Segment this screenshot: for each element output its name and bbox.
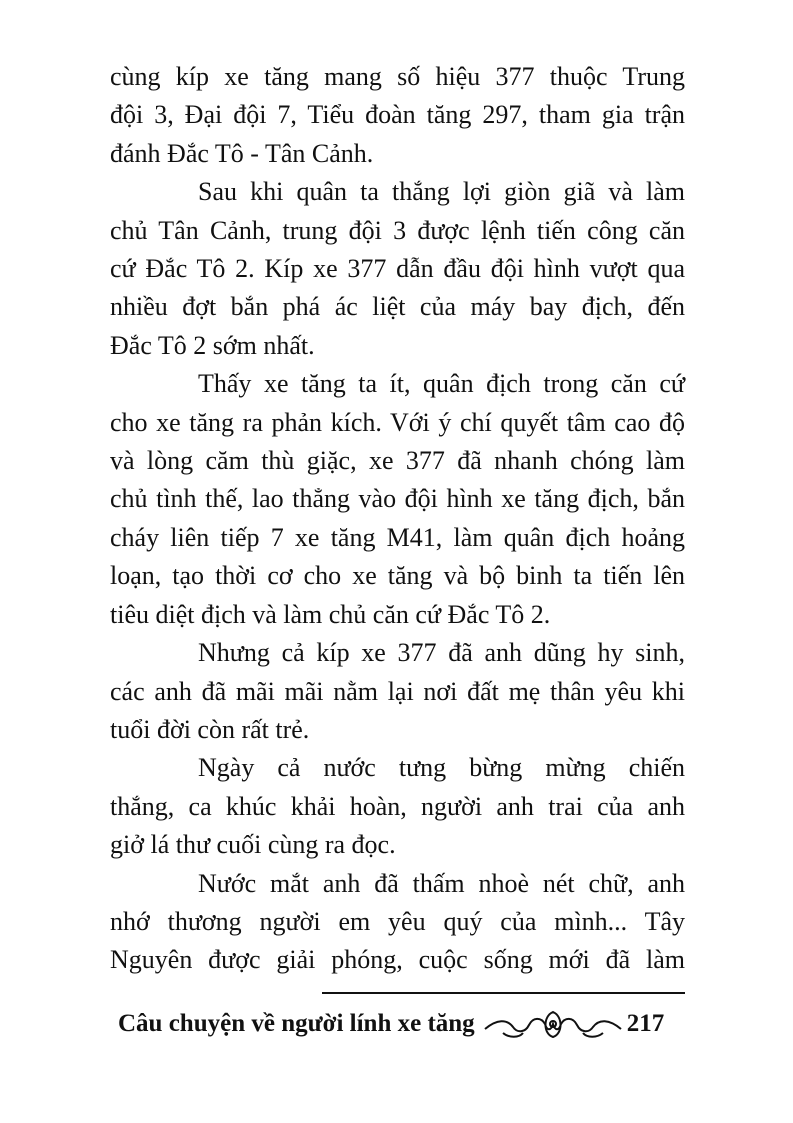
page-number: 217 <box>626 1010 665 1037</box>
footer-rule <box>322 992 685 994</box>
text-line: đội 3, Đại đội 7, Tiểu đoàn tăng 297, tham gia trận <box>110 100 685 130</box>
text-line: nhiều đợt bắn phá ác liệt của máy bay địch, đến <box>110 292 685 322</box>
paragraph <box>110 634 685 749</box>
text-line: cháy liên tiếp 7 xe tăng M41, làm quân địch hoảng <box>110 522 685 552</box>
paragraph <box>110 173 685 365</box>
text-line: chủ Tân Cảnh, trung đội 3 được lệnh tiến công căn <box>110 215 685 245</box>
scroll-ornament-icon <box>483 1007 623 1041</box>
text-line: chủ tình thế, lao thẳng vào đội hình xe tăng địch, bắn <box>110 484 685 514</box>
text-line: tiêu diệt địch và làm chủ căn cứ Đắc Tô 2. <box>110 599 551 629</box>
text-line: Nguyên được giải phóng, cuộc sống mới đã làm <box>110 945 685 975</box>
running-title: Câu chuyện về người lính xe tăng <box>118 1010 475 1037</box>
text-line: Ngày cả nước tưng bừng mừng chiến <box>198 753 685 783</box>
text-line: đánh Đắc Tô - Tân Cảnh. <box>110 138 374 168</box>
text-line: loạn, tạo thời cơ cho xe tăng và bộ binh ta tiến lên <box>110 561 685 591</box>
text-line: Nhưng cả kíp xe 377 đã anh dũng hy sinh, <box>198 638 685 668</box>
text-line: Đắc Tô 2 sớm nhất. <box>110 330 315 360</box>
text-line: tuổi đời còn rất trẻ. <box>110 714 310 744</box>
text-line: giở lá thư cuối cùng ra đọc. <box>110 830 396 860</box>
text-line: Nước mắt anh đã thấm nhoè nét chữ, anh <box>198 868 685 898</box>
text-line: thắng, ca khúc khải hoàn, người anh trai của anh <box>110 791 685 821</box>
body-text <box>110 58 685 980</box>
page-footer <box>118 1004 688 1044</box>
paragraph <box>110 58 685 173</box>
paragraph <box>110 749 685 864</box>
text-line: các anh đã mãi mãi nằm lại nơi đất mẹ thân yêu khi <box>110 676 685 706</box>
paragraph <box>110 865 685 980</box>
text-line: cho xe tăng ra phản kích. Với ý chí quyết tâm cao độ <box>110 407 685 437</box>
text-line: Thấy xe tăng ta ít, quân địch trong căn cứ <box>198 369 685 399</box>
text-line: và lòng căm thù giặc, xe 377 đã nhanh chóng làm <box>110 446 685 476</box>
text-line: cùng kíp xe tăng mang số hiệu 377 thuộc Trung <box>110 62 685 91</box>
text-line: Sau khi quân ta thắng lợi giòn giã và làm <box>198 177 685 207</box>
paragraph <box>110 365 685 634</box>
text-line: cứ Đắc Tô 2. Kíp xe 377 dẫn đầu đội hình vượt qua <box>110 254 685 284</box>
text-line: nhớ thương người em yêu quý của mình... Tây <box>110 906 685 936</box>
